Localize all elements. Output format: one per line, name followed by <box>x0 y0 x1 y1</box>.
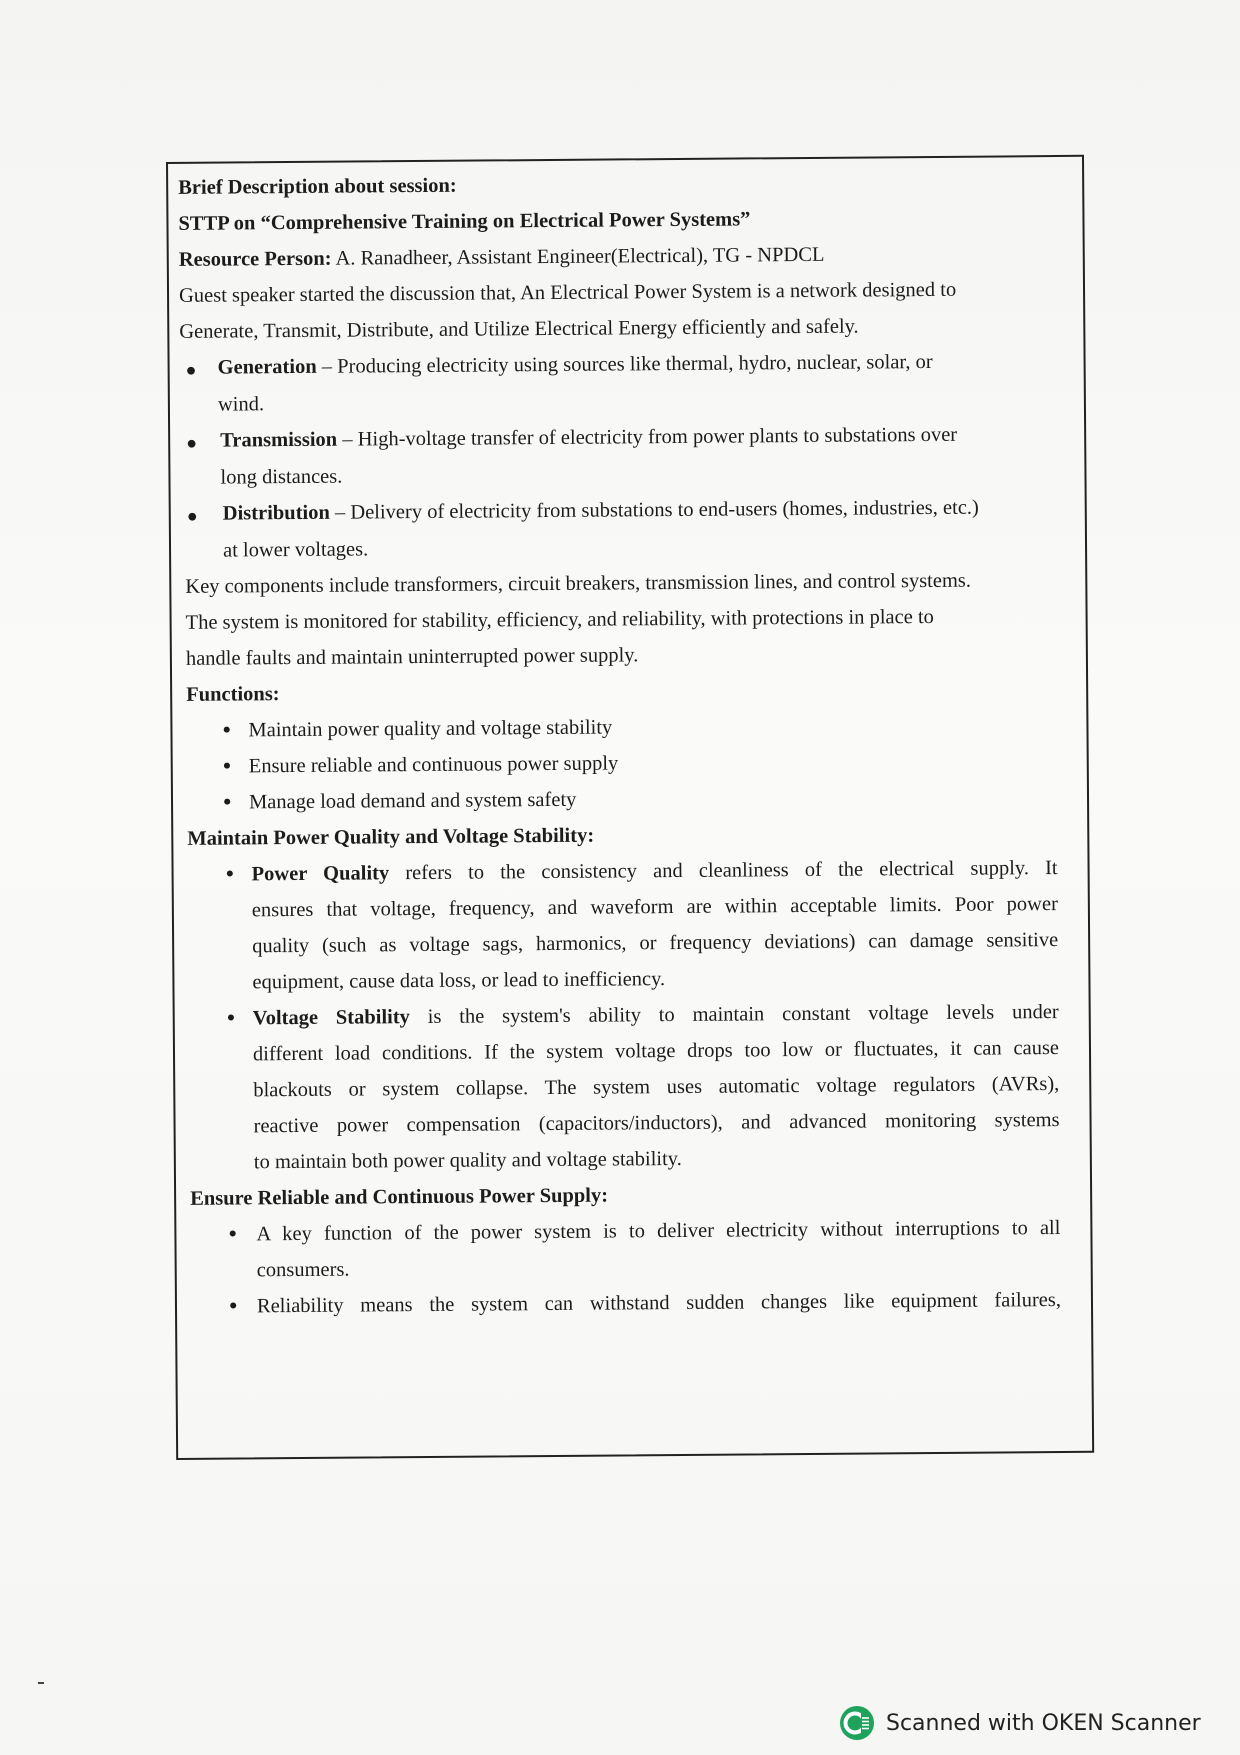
bullet-dot: ● <box>186 505 198 526</box>
bullet-dot: ● <box>222 722 231 738</box>
reliable-bullet-1-line-1: A key function of the power system is to deliver electricity without interruptions to all <box>256 1217 1061 1246</box>
oken-scanner-logo-icon <box>838 1704 876 1742</box>
bullet-generation-cont: wind. <box>217 393 265 416</box>
bullet-dot: ● <box>225 866 235 882</box>
bullet-dot: ● <box>222 794 232 810</box>
voltage-stability-line-3: blackouts or system collapse. The system uses automatic voltage regulators (AVRs), <box>253 1073 1060 1102</box>
voltage-stability-text: is the system's ability to maintain constant voltage levels under <box>409 1001 1059 1029</box>
intro-line-1: Guest speaker started the discussion that, An Electrical Power System is a network designed to <box>178 278 957 307</box>
bullet-dot: ● <box>185 359 197 380</box>
bullet-dot: ● <box>228 1298 238 1314</box>
resource-person-value: A. Ranadheer, Assistant Engineer(Electrical), TG - NPDCL <box>331 243 825 270</box>
intro-line-2: Generate, Transmit, Distribute, and Utilize Electrical Energy efficiently and safely. <box>179 315 859 343</box>
reliable-supply-heading: Ensure Reliable and Continuous Power Supply: <box>190 1184 609 1210</box>
power-quality-heading: Maintain Power Quality and Voltage Stability: <box>187 824 595 850</box>
resource-person-label: Resource Person: <box>178 247 332 271</box>
functions-heading: Functions: <box>186 683 280 706</box>
scanner-watermark <box>838 1703 1201 1743</box>
function-item: Manage load demand and system safety <box>248 788 577 814</box>
bullet-distribution-cont: at lower voltages. <box>222 538 369 562</box>
bullet-transmission-cont: long distances. <box>220 465 343 489</box>
bullet-term: Generation <box>217 355 317 379</box>
voltage-stability-line-5: to maintain both power quality and voltage stability. <box>253 1147 682 1174</box>
power-quality-line-2: ensures that voltage, frequency, and waveform are within acceptable limits. Poor power <box>251 893 1058 922</box>
voltage-stability-line-1 <box>253 1002 1059 1029</box>
bullet-dot: ● <box>222 758 232 774</box>
power-quality-line-1 <box>252 858 1058 885</box>
power-quality-term: Power Quality <box>251 862 390 886</box>
voltage-stability-line-4: reactive power compensation (capacitors/inductors), and advanced monitoring systems <box>253 1109 1060 1138</box>
bullet-text: – High-voltage transfer of electricity from power plants to substations over <box>337 423 958 451</box>
power-quality-text: refers to the consistency and cleanliness of the electrical supply. It <box>389 857 1058 885</box>
bullet-text: – Delivery of electricity from substations to end-users (homes, industries, etc.) <box>329 496 979 524</box>
power-quality-line-4: equipment, cause data loss, or lead to inefficiency. <box>252 968 666 994</box>
power-quality-line-3: quality (such as voltage sags, harmonics, or frequency deviations) can damage sensitive <box>252 929 1059 958</box>
bullet-dot: ● <box>228 1226 237 1242</box>
scanner-text: Scanned with OKEN Scanner <box>886 1710 1201 1736</box>
bullet-dot: ● <box>186 432 198 453</box>
function-item: Maintain power quality and voltage stability <box>248 716 613 742</box>
bullet-distribution <box>223 498 979 524</box>
resource-person <box>179 245 825 271</box>
scan-mark <box>38 1682 44 1684</box>
function-item: Ensure reliable and continuous power supply <box>248 752 619 778</box>
bullet-transmission <box>220 425 957 451</box>
bullet-dot: ● <box>226 1010 236 1026</box>
voltage-stability-term: Voltage Stability <box>252 1006 410 1030</box>
reliable-bullet-2-line-1: Reliability means the system can withstand sudden changes like equipment failures, <box>256 1289 1062 1318</box>
reliable-bullet-1-line-2: consumers. <box>256 1258 350 1282</box>
bullet-term: Distribution <box>222 501 330 525</box>
key-components-line-1: Key components include transformers, circuit breakers, transmission lines, and control systems. <box>185 569 972 598</box>
bullet-text: – Producing electricity using sources like thermal, hydro, nuclear, solar, or <box>316 350 933 378</box>
voltage-stability-line-2: different load conditions. If the system voltage drops too low or fluctuates, it can cause <box>252 1037 1060 1066</box>
key-components-line-2: The system is monitored for stability, efficiency, and reliability, with protections in place to <box>185 605 934 634</box>
bullet-generation <box>218 352 933 378</box>
bullet-term: Transmission <box>220 428 338 452</box>
section-heading: Brief Description about session: <box>178 174 457 199</box>
session-description-box <box>166 155 1094 1460</box>
sttp-title: STTP on “Comprehensive Training on Electrical Power Systems” <box>178 208 751 235</box>
key-components-line-3: handle faults and maintain uninterrupted power supply. <box>185 644 639 670</box>
